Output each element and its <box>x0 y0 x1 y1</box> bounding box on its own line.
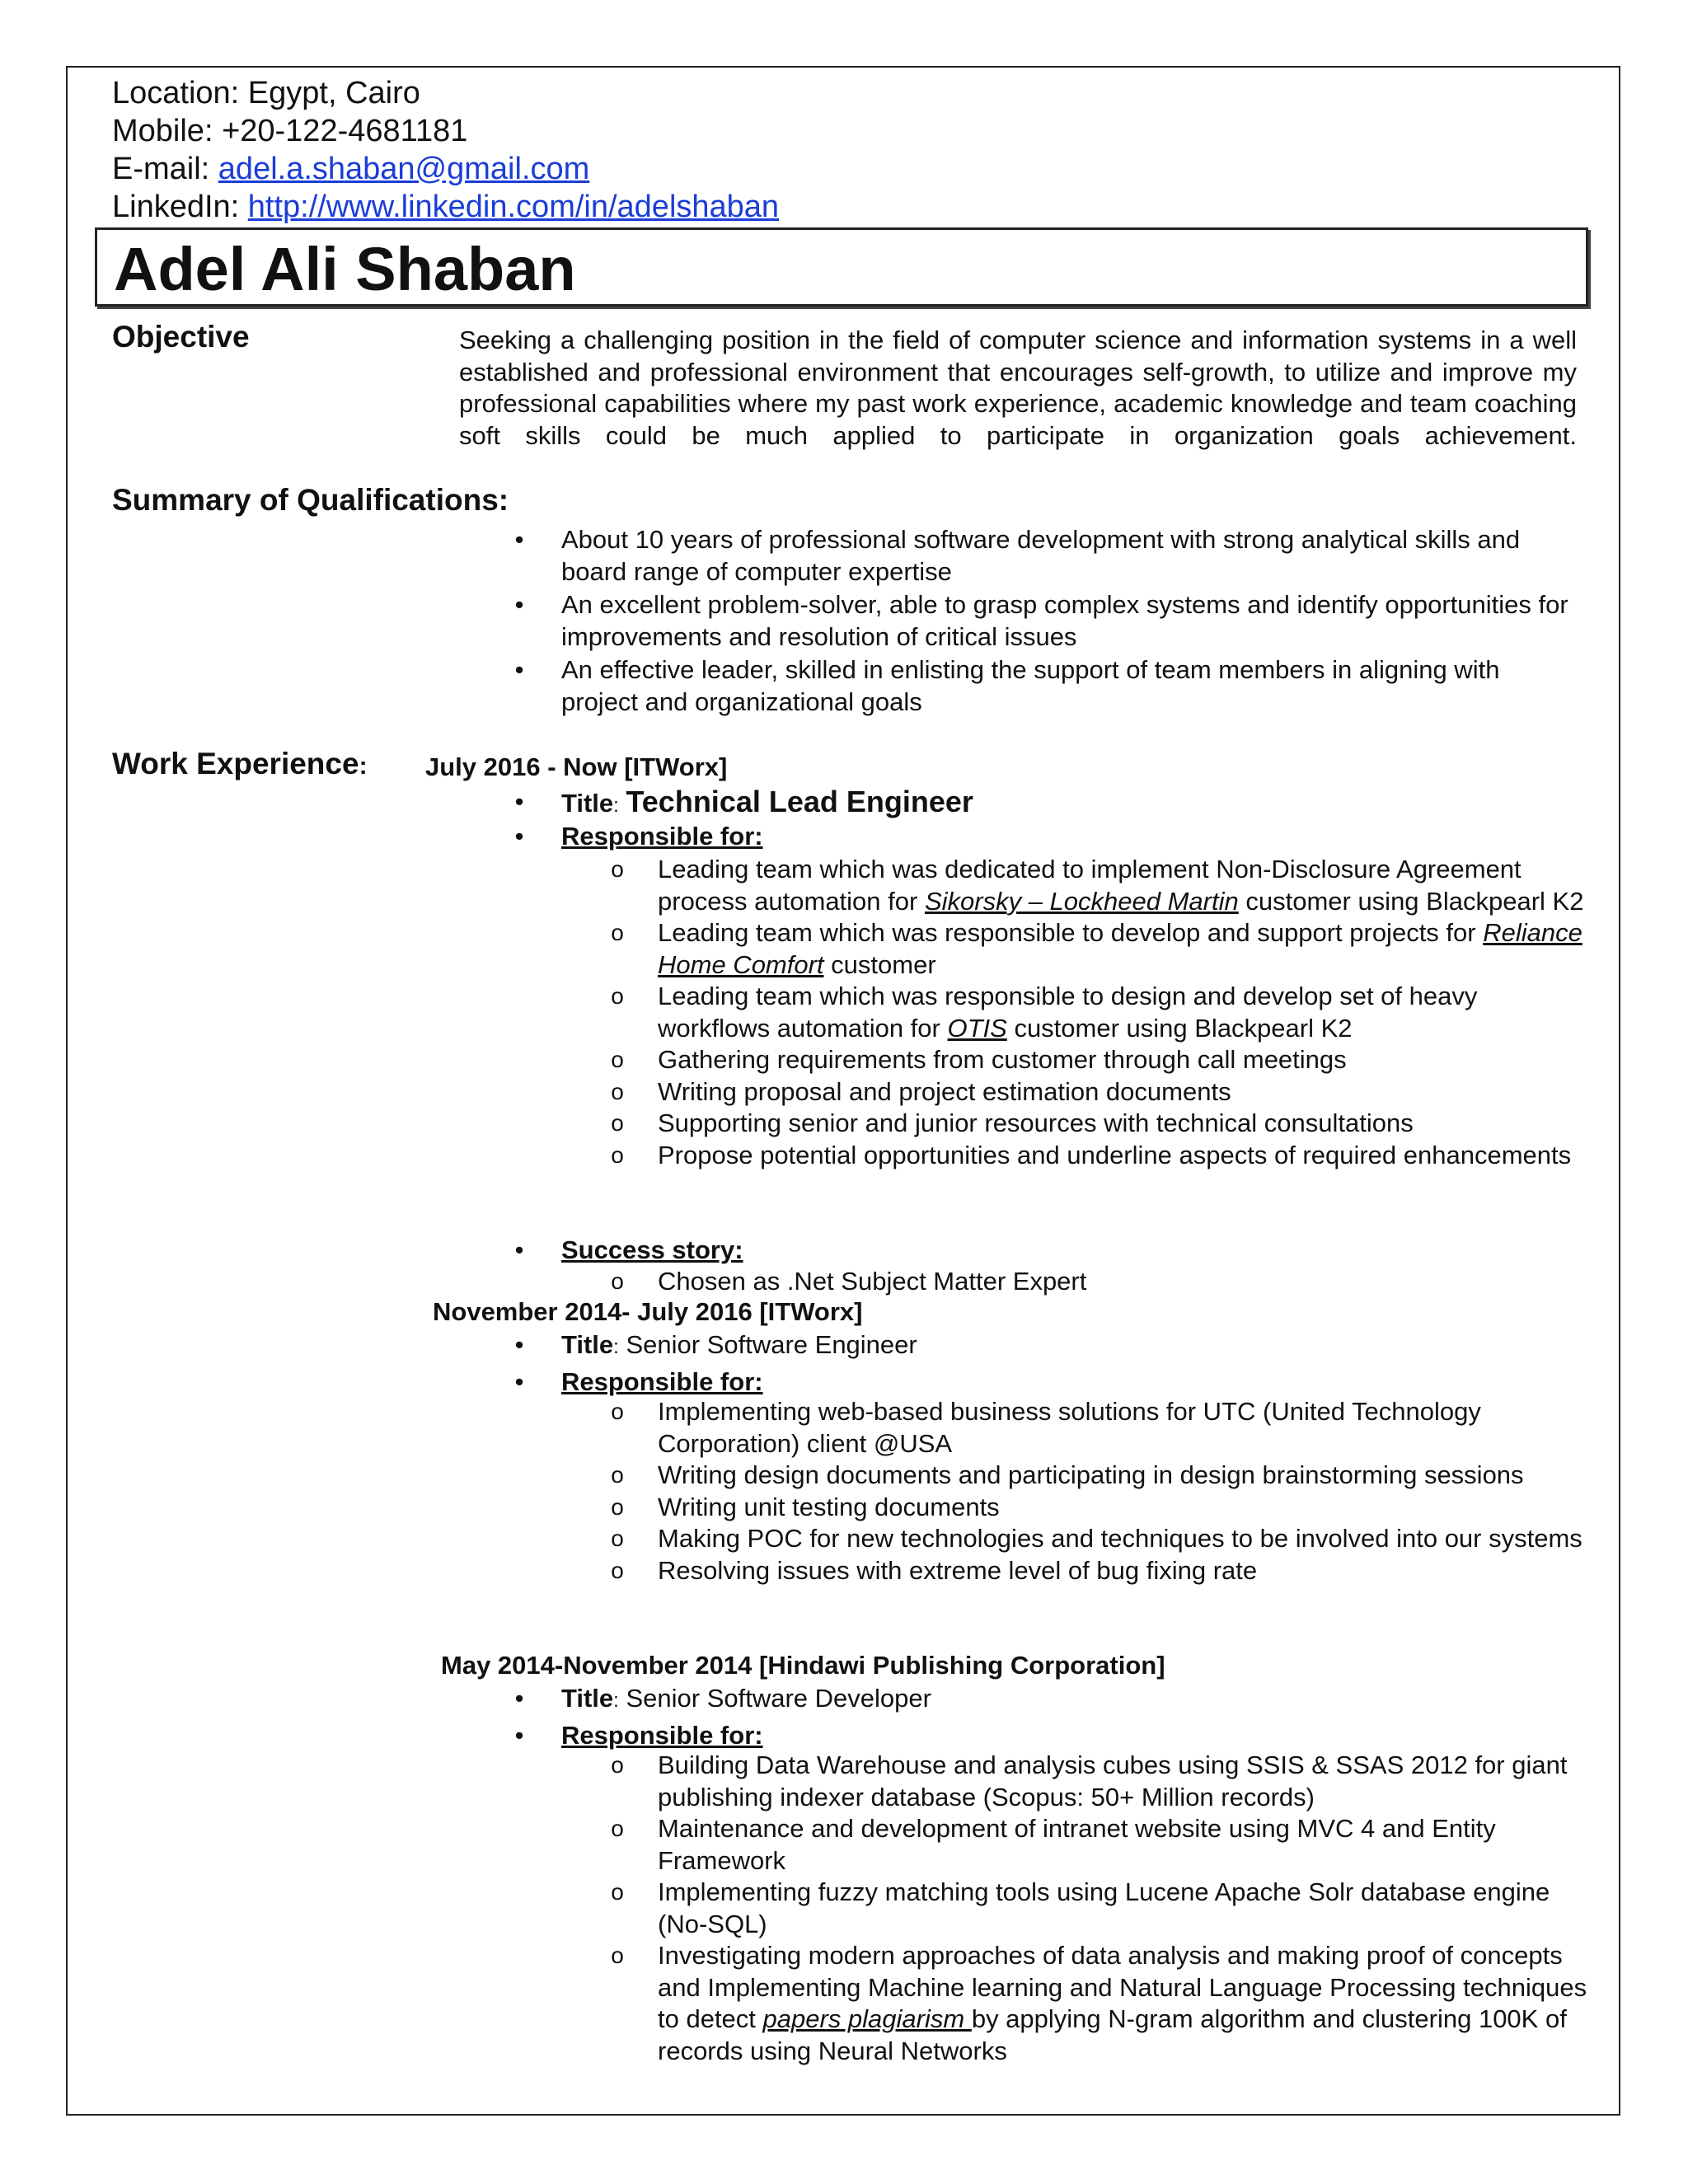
list-item: o Resolving issues with extreme level of bug fixing rate <box>608 1555 1589 1587</box>
job-responsibilities <box>608 1396 1589 1586</box>
responsible-row: • Responsible for: <box>511 1720 1582 1752</box>
client-link: Sikorsky – Lockheed Martin <box>924 886 1239 916</box>
location-row <box>112 74 779 112</box>
job-period: May 2014-November 2014 [Hindawi Publishing Corporation] <box>441 1651 1165 1680</box>
list-item: o Implementing fuzzy matching tools using Lucene Apache Solr database engine (No-SQL) <box>608 1877 1589 1940</box>
job-responsibilities <box>608 854 1589 1171</box>
objective-text: Seeking a challenging position in the field of computer science and information systems in a well established and professional environment that encourages self-growth, to utilize and improve my professional capabilities where my past work experience, academic knowledge and team coaching soft skills could be much applied to participate in organization goals achievement. <box>459 326 1577 450</box>
topic-link: papers plagiarism <box>762 2004 972 2033</box>
responsible-row: • Responsible for: <box>511 1366 1582 1399</box>
linkedin-link[interactable]: http://www.linkedin.com/in/adelshaban <box>247 190 780 224</box>
job-title-row: • Title: Senior Software Developer <box>511 1683 1582 1718</box>
bullet-icon: • <box>514 1330 524 1359</box>
circle-bullet-icon: o <box>611 920 624 945</box>
circle-bullet-icon: o <box>611 1047 624 1072</box>
list-item: • About 10 years of professional software development with strong analytical skills and board range of computer expertise <box>511 524 1582 588</box>
job-period: July 2016 - Now [ITWorx] <box>425 752 728 781</box>
objective-heading: Objective <box>112 320 250 354</box>
success-list <box>608 1266 1589 1298</box>
circle-bullet-icon: o <box>611 1110 624 1136</box>
bullet-icon: • <box>514 1684 524 1713</box>
bullet-icon: • <box>514 1720 524 1750</box>
job-title-row: • Title: Technical Lead Engineer <box>511 786 1582 823</box>
circle-bullet-icon: o <box>611 1526 624 1551</box>
bullet-icon: • <box>514 821 524 851</box>
circle-bullet-icon: o <box>611 1557 624 1583</box>
circle-bullet-icon: o <box>611 1462 624 1488</box>
circle-bullet-icon: o <box>611 1078 624 1104</box>
work-experience-heading: Work Experience: <box>112 747 368 780</box>
qualifications-heading: Summary of Qualifications: <box>112 483 509 517</box>
mobile-row <box>112 112 779 150</box>
qualifications-list <box>511 524 1582 718</box>
mobile-label: Mobile: <box>112 114 213 148</box>
location-label: Location: <box>112 76 240 110</box>
job-period: November 2014- July 2016 [ITWorx] <box>433 1297 863 1326</box>
job-title: Senior Software Engineer <box>626 1330 917 1359</box>
job-title-block <box>511 786 1582 852</box>
job-title-row: • Title: Senior Software Engineer <box>511 1329 1582 1364</box>
circle-bullet-icon: o <box>611 856 624 882</box>
circle-bullet-icon: o <box>611 1493 624 1520</box>
job-title: Technical Lead Engineer <box>626 785 973 818</box>
bullet-icon: • <box>514 655 524 684</box>
list-item: o Leading team which was dedicated to implement Non-Disclosure Agreement process automation for Sikorsky – Lockheed Martin customer using Blackpearl K2 <box>608 854 1589 917</box>
job-title: Senior Software Developer <box>626 1684 931 1713</box>
list-item: o Maintenance and development of intranet website using MVC 4 and Entity Framework <box>608 1813 1589 1877</box>
circle-bullet-icon: o <box>611 1141 624 1168</box>
location-value: Egypt, Cairo <box>247 76 420 110</box>
mobile-value: +20-122-4681181 <box>222 114 468 148</box>
email-label: E-mail: <box>112 152 210 186</box>
list-item: o Writing unit testing documents <box>608 1492 1589 1524</box>
job-title-block <box>511 1329 1582 1398</box>
list-item: o Making POC for new technologies and techniques to be involved into our systems <box>608 1523 1589 1555</box>
circle-bullet-icon: o <box>611 1268 624 1294</box>
list-item: o Investigating modern approaches of data analysis and making proof of concepts and Implementing Machine learning and Natural Language Processing techniques to detect papers plagiarism by applying N-gram algorithm and clustering 100K of records using Neural Networks <box>608 1940 1589 2067</box>
email-row <box>112 150 779 188</box>
circle-bullet-icon: o <box>611 1816 624 1841</box>
contact-block <box>112 74 779 226</box>
bullet-icon: • <box>514 590 524 619</box>
list-item: • An excellent problem-solver, able to grasp complex systems and identify opportunities for improvements and resolution of critical issues <box>511 589 1582 653</box>
client-link: Reliance Home Comfort <box>658 918 1582 979</box>
circle-bullet-icon: o <box>611 1752 624 1778</box>
circle-bullet-icon: o <box>611 983 624 1009</box>
responsible-row: • Responsible for: <box>511 821 1582 853</box>
list-item: o Leading team which was responsible to develop and support projects for Reliance Home Comfort customer <box>608 917 1589 981</box>
success-row: • Success story: <box>511 1235 1582 1267</box>
circle-bullet-icon: o <box>611 1879 624 1905</box>
job-title-block <box>511 1683 1582 1751</box>
list-item: o Building Data Warehouse and analysis cubes using SSIS & SSAS 2012 for giant publishing indexer database (Scopus: 50+ Million records) <box>608 1750 1589 1813</box>
bullet-icon: • <box>514 525 524 554</box>
list-item: • An effective leader, skilled in enlisting the support of team members in aligning with project and organizational goals <box>511 654 1582 718</box>
bullet-icon: • <box>514 1235 524 1264</box>
linkedin-row <box>112 188 779 226</box>
list-item: o Gathering requirements from customer through call meetings <box>608 1044 1589 1076</box>
list-item: o Supporting senior and junior resources with technical consultations <box>608 1108 1589 1140</box>
list-item: o Writing proposal and project estimation documents <box>608 1076 1589 1108</box>
list-item: o Leading team which was responsible to design and develop set of heavy workflows automation for OTIS customer using Blackpearl K2 <box>608 981 1589 1044</box>
list-item: o Implementing web-based business solutions for UTC (United Technology Corporation) client @USA <box>608 1396 1589 1460</box>
list-item: o Writing design documents and participating in design brainstorming sessions <box>608 1460 1589 1492</box>
success-story-block <box>511 1235 1582 1267</box>
job-responsibilities <box>608 1750 1589 2067</box>
list-item: o Propose potential opportunities and underline aspects of required enhancements <box>608 1140 1589 1172</box>
client-link: OTIS <box>947 1013 1007 1043</box>
bullet-icon: • <box>514 787 524 816</box>
linkedin-label: LinkedIn: <box>112 190 240 224</box>
circle-bullet-icon: o <box>611 1943 624 1968</box>
candidate-name: Adel Ali Shaban <box>114 235 576 303</box>
circle-bullet-icon: o <box>611 1399 624 1424</box>
bullet-icon: • <box>514 1366 524 1396</box>
email-link[interactable]: adel.a.shaban@gmail.com <box>218 152 590 186</box>
list-item: o Chosen as .Net Subject Matter Expert <box>608 1266 1589 1298</box>
name-box <box>95 227 1588 307</box>
